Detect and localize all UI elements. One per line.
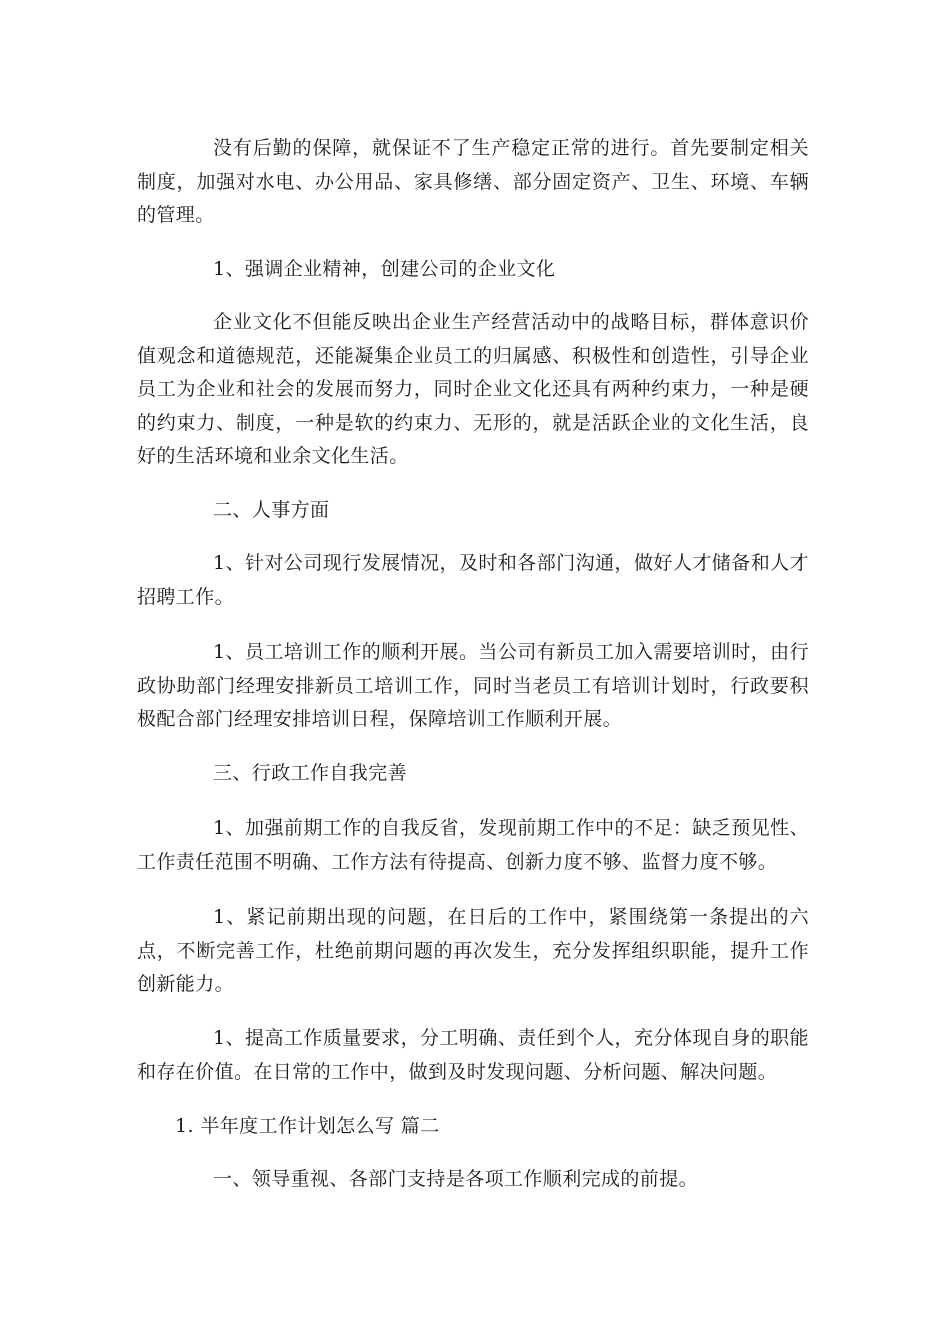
section-subtitle: 1. 半年度工作计划怎么写 篇二: [175, 1115, 440, 1137]
paragraph-quality: 1、提高工作质量要求，分工明确、责任到个人，充分体现自身的职能和存在价值。在日常的工作中，做到及时发现问题、分析问题、解决问题。: [137, 1027, 809, 1083]
paragraph-remember-problems: 1、紧记前期出现的问题，在日后的工作中，紧围绕第一条提出的六点，不断完善工作，杜绝前期问题的再次发生，充分发挥组织职能，提升工作创新能力。: [137, 906, 809, 995]
paragraph-logistics: 没有后勤的保障，就保证不了生产稳定正常的进行。首先要制定相关制度，加强对水电、办公用品、家具修缮、部分固定资产、卫生、环境、车辆的管理。: [137, 137, 809, 226]
heading-corporate-culture: 1、强调企业精神，创建公司的企业文化: [213, 258, 556, 280]
heading-self-improvement: 三、行政工作自我完善: [213, 762, 408, 784]
paragraph-training: 1、员工培训工作的顺利开展。当公司有新员工加入需要培训时，由行政协助部门经理安排新员工培训工作，同时当老员工有培训计划时，行政要积极配合部门经理安排培训日程，保障培训工作顺利开展。: [137, 641, 809, 730]
heading-leadership: 一、领导重视、各部门支持是各项工作顺利完成的前提。: [213, 1168, 699, 1190]
paragraph-talent-reserve: 1、针对公司现行发展情况，及时和各部门沟通，做好人才储备和人才招聘工作。: [137, 552, 809, 608]
heading-personnel: 二、人事方面: [213, 499, 330, 521]
paragraph-corporate-culture: 企业文化不但能反映出企业生产经营活动中的战略目标，群体意识价值观念和道德规范，还能凝集企业员工的归属感、积极性和创造性，引导企业员工为企业和社会的发展而努力，同时企业文化还具有两种约束力，一种是硬的约束力、制度，一种是软的约束力、无形的，就是活跃企业的文化生活，良好的生活环境和业余文化生活。: [137, 311, 809, 467]
paragraph-self-reflection: 1、加强前期工作的自我反省，发现前期工作中的不足：缺乏预见性、工作责任范围不明确、工作方法有待提高、创新力度不够、监督力度不够。: [137, 817, 809, 873]
